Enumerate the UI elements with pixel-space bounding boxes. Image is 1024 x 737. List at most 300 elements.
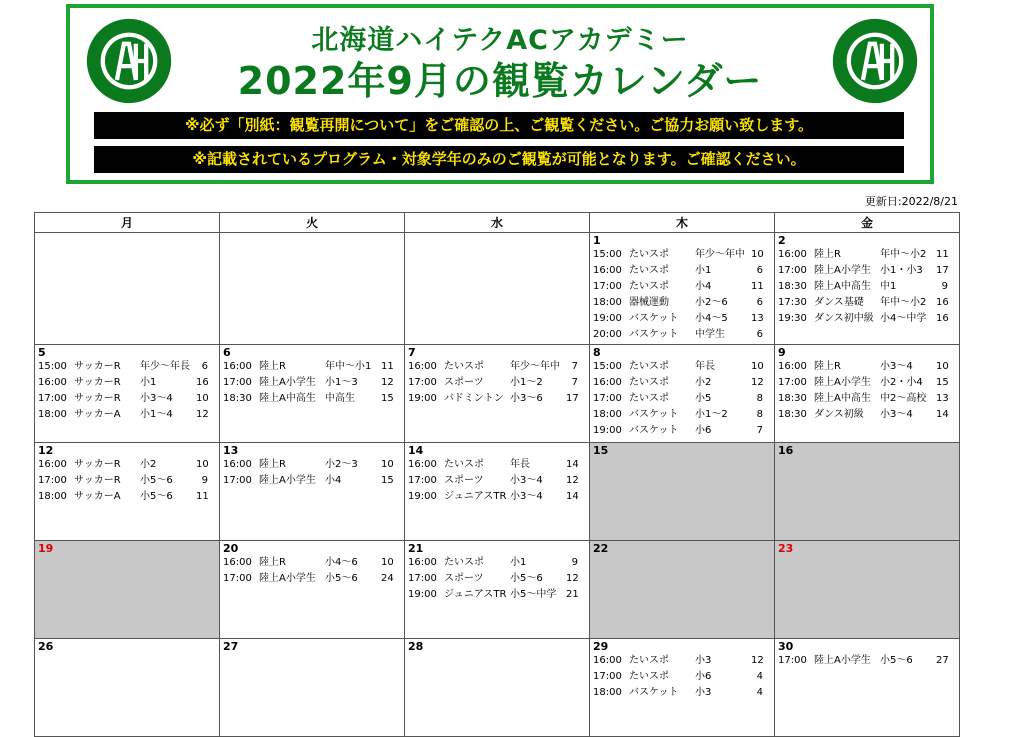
event-name: サッカーR xyxy=(74,393,121,404)
event-name: サッカーR xyxy=(74,459,121,470)
event-row xyxy=(593,295,771,311)
event-count: 12 xyxy=(381,377,394,388)
event-grade: 小5～6 xyxy=(140,475,173,486)
event-grade: 小5～6 xyxy=(325,573,358,584)
event-count: 14 xyxy=(566,491,579,502)
day-number: 21 xyxy=(408,542,424,555)
event-time: 17:00 xyxy=(593,393,622,404)
day-number: 19 xyxy=(38,542,54,555)
event-time: 17:00 xyxy=(223,377,252,388)
event-name: ジュニアスTR xyxy=(444,589,507,600)
day-cell xyxy=(220,443,405,541)
event-count: 11 xyxy=(196,491,209,502)
day-cell xyxy=(590,443,775,541)
day-number: 28 xyxy=(408,640,424,653)
event-name: ダンス初級 xyxy=(814,409,864,420)
event-count: 12 xyxy=(751,377,764,388)
event-time: 16:00 xyxy=(408,361,437,372)
event-name: たいスポ xyxy=(629,265,669,276)
event-name: たいスポ xyxy=(444,361,484,372)
day-cell xyxy=(775,541,960,639)
event-row xyxy=(593,407,771,423)
event-row xyxy=(778,391,956,407)
event-name: 陸上A中高生 xyxy=(814,281,871,292)
event-grade: 小4 xyxy=(695,281,712,292)
day-number: 26 xyxy=(38,640,54,653)
event-row xyxy=(593,685,771,701)
event-count: 10 xyxy=(381,557,394,568)
day-cell xyxy=(405,443,590,541)
event-count: 7 xyxy=(756,425,763,436)
day-cell xyxy=(405,233,590,345)
event-grade: 年少～年中 xyxy=(510,361,560,372)
event-row xyxy=(223,571,401,587)
event-count: 17 xyxy=(936,265,949,276)
event-grade: 小1 xyxy=(695,265,712,276)
event-grade: 小3～4 xyxy=(510,491,543,502)
event-grade: 小5～中学 xyxy=(510,589,557,600)
event-name: サッカーR xyxy=(74,377,121,388)
event-count: 11 xyxy=(381,361,394,372)
event-count: 6 xyxy=(201,361,208,372)
event-time: 17:00 xyxy=(223,475,252,486)
event-time: 17:00 xyxy=(223,573,252,584)
event-count: 12 xyxy=(566,475,579,486)
event-count: 10 xyxy=(936,361,949,372)
event-count: 15 xyxy=(381,475,394,486)
week-row xyxy=(35,233,960,345)
event-time: 17:00 xyxy=(778,655,807,666)
event-count: 7 xyxy=(571,377,578,388)
event-row xyxy=(408,587,586,603)
event-name: 陸上R xyxy=(814,361,841,372)
event-row xyxy=(778,295,956,311)
day-number: 5 xyxy=(38,346,46,359)
event-count: 21 xyxy=(566,589,579,600)
event-count: 11 xyxy=(751,281,764,292)
event-grade: 小4 xyxy=(325,475,342,486)
day-number: 1 xyxy=(593,234,601,247)
event-count: 17 xyxy=(566,393,579,404)
event-count: 11 xyxy=(936,249,949,260)
event-time: 15:00 xyxy=(593,249,622,260)
event-time: 17:00 xyxy=(778,265,807,276)
event-grade: 小1～4 xyxy=(140,409,173,420)
event-grade: 小2 xyxy=(140,459,157,470)
day-cell xyxy=(35,639,220,737)
event-name: 陸上A小学生 xyxy=(259,573,316,584)
event-grade: 小4～中学 xyxy=(880,313,927,324)
event-count: 16 xyxy=(936,313,949,324)
week-row xyxy=(35,541,960,639)
event-count: 6 xyxy=(756,265,763,276)
event-name: 陸上A中高生 xyxy=(259,393,316,404)
day-number: 8 xyxy=(593,346,601,359)
event-name: バドミントン xyxy=(444,393,504,404)
event-time: 16:00 xyxy=(778,249,807,260)
day-number: 20 xyxy=(223,542,239,555)
event-grade: 小3 xyxy=(695,655,712,666)
event-grade: 小1 xyxy=(140,377,157,388)
event-grade: 中2～高校 xyxy=(880,393,927,404)
event-count: 8 xyxy=(756,409,763,420)
event-grade: 小3～4 xyxy=(140,393,173,404)
day-cell xyxy=(590,345,775,443)
event-name: 陸上R xyxy=(259,361,286,372)
event-name: 陸上A小学生 xyxy=(259,377,316,388)
event-row xyxy=(38,473,216,489)
event-name: 陸上A小学生 xyxy=(814,655,871,666)
event-count: 13 xyxy=(936,393,949,404)
weekday-header: 火 xyxy=(220,213,405,233)
event-grade: 小5～6 xyxy=(510,573,543,584)
event-time: 19:00 xyxy=(408,491,437,502)
event-time: 16:00 xyxy=(38,377,67,388)
event-row xyxy=(593,669,771,685)
event-grade: 小3～4 xyxy=(880,409,913,420)
event-row xyxy=(223,391,401,407)
event-row xyxy=(593,279,771,295)
event-grade: 年中～小2 xyxy=(880,297,927,308)
event-name: サッカーA xyxy=(74,409,121,420)
event-time: 18:00 xyxy=(38,409,67,420)
week-row xyxy=(35,443,960,541)
day-cell xyxy=(775,639,960,737)
page-title: 北海道ハイテクACアカデミー xyxy=(311,25,689,56)
event-row xyxy=(778,359,956,375)
event-grade: 小1～2 xyxy=(695,409,728,420)
event-row xyxy=(408,457,586,473)
event-grade: 年中～小1 xyxy=(325,361,372,372)
event-time: 17:30 xyxy=(778,297,807,308)
event-name: 陸上R xyxy=(814,249,841,260)
day-cell xyxy=(590,233,775,345)
event-count: 6 xyxy=(756,297,763,308)
event-name: 陸上R xyxy=(259,459,286,470)
event-row xyxy=(223,457,401,473)
event-count: 4 xyxy=(756,687,763,698)
weekday-header-row xyxy=(35,213,960,233)
day-cell xyxy=(775,443,960,541)
event-grade: 小2 xyxy=(695,377,712,388)
event-name: ジュニアスTR xyxy=(444,491,507,502)
event-row xyxy=(778,263,956,279)
event-grade: 中学生 xyxy=(695,329,725,340)
event-count: 10 xyxy=(196,459,209,470)
event-time: 16:00 xyxy=(408,557,437,568)
calendar-table xyxy=(34,212,960,737)
event-row xyxy=(593,247,771,263)
event-name: たいスポ xyxy=(629,281,669,292)
event-count: 14 xyxy=(936,409,949,420)
event-name: ダンス初中級 xyxy=(814,313,874,324)
day-cell xyxy=(590,639,775,737)
day-number: 12 xyxy=(38,444,54,457)
event-time: 16:00 xyxy=(593,377,622,388)
event-grade: 小4～5 xyxy=(695,313,728,324)
event-grade: 小2～6 xyxy=(695,297,728,308)
event-row xyxy=(408,473,586,489)
day-cell xyxy=(775,345,960,443)
event-name: スポーツ xyxy=(444,573,484,584)
event-time: 16:00 xyxy=(593,265,622,276)
event-row xyxy=(408,359,586,375)
day-cell xyxy=(590,541,775,639)
event-grade: 年長 xyxy=(510,459,530,470)
event-time: 15:00 xyxy=(593,361,622,372)
event-name: 陸上A小学生 xyxy=(814,377,871,388)
event-row xyxy=(593,327,771,343)
event-time: 16:00 xyxy=(38,459,67,470)
event-name: バスケット xyxy=(629,313,679,324)
event-time: 19:00 xyxy=(408,393,437,404)
event-time: 17:00 xyxy=(778,377,807,388)
day-number: 23 xyxy=(778,542,794,555)
event-grade: 年中～小2 xyxy=(880,249,927,260)
event-grade: 年少～年長 xyxy=(140,361,190,372)
event-time: 17:00 xyxy=(408,377,437,388)
weekday-header: 月 xyxy=(35,213,220,233)
day-cell xyxy=(35,233,220,345)
day-cell xyxy=(220,639,405,737)
event-grade: 小3 xyxy=(695,687,712,698)
event-count: 4 xyxy=(756,671,763,682)
event-grade: 小2・小4 xyxy=(880,377,923,388)
page-subtitle: 2022年9月の観覧カレンダー xyxy=(237,59,763,103)
event-row xyxy=(408,391,586,407)
event-time: 16:00 xyxy=(778,361,807,372)
event-row xyxy=(408,555,586,571)
event-time: 17:00 xyxy=(593,281,622,292)
event-time: 18:00 xyxy=(593,297,622,308)
event-name: たいスポ xyxy=(629,377,669,388)
event-row xyxy=(778,375,956,391)
event-row xyxy=(593,375,771,391)
event-time: 18:30 xyxy=(223,393,252,404)
event-row xyxy=(593,653,771,669)
event-count: 12 xyxy=(751,655,764,666)
event-count: 27 xyxy=(936,655,949,666)
event-grade: 小4～6 xyxy=(325,557,358,568)
event-row xyxy=(778,247,956,263)
event-count: 15 xyxy=(381,393,394,404)
event-name: たいスポ xyxy=(444,557,484,568)
day-cell xyxy=(220,345,405,443)
week-row xyxy=(35,639,960,737)
event-name: スポーツ xyxy=(444,377,484,388)
event-time: 17:00 xyxy=(408,475,437,486)
day-cell xyxy=(220,233,405,345)
event-time: 17:00 xyxy=(38,393,67,404)
event-row xyxy=(38,391,216,407)
event-row xyxy=(593,423,771,439)
event-time: 18:00 xyxy=(38,491,67,502)
day-number: 6 xyxy=(223,346,231,359)
event-count: 12 xyxy=(566,573,579,584)
event-time: 17:00 xyxy=(408,573,437,584)
day-cell xyxy=(405,345,590,443)
event-grade: 小5～6 xyxy=(880,655,913,666)
event-grade: 小2～3 xyxy=(325,459,358,470)
event-row xyxy=(778,279,956,295)
event-row xyxy=(223,359,401,375)
event-name: たいスポ xyxy=(629,655,669,666)
event-time: 19:00 xyxy=(593,425,622,436)
event-count: 10 xyxy=(196,393,209,404)
event-time: 18:30 xyxy=(778,409,807,420)
event-name: たいスポ xyxy=(629,361,669,372)
event-name: スポーツ xyxy=(444,475,484,486)
event-count: 14 xyxy=(566,459,579,470)
event-grade: 小3～4 xyxy=(880,361,913,372)
event-name: バスケット xyxy=(629,687,679,698)
event-grade: 小1 xyxy=(510,557,527,568)
event-row xyxy=(408,489,586,505)
header-banner xyxy=(66,4,934,184)
event-time: 18:00 xyxy=(593,687,622,698)
event-name: たいスポ xyxy=(629,671,669,682)
event-time: 17:00 xyxy=(593,671,622,682)
event-row xyxy=(223,473,401,489)
event-name: バスケット xyxy=(629,409,679,420)
event-row xyxy=(38,407,216,423)
event-grade: 小1～3 xyxy=(325,377,358,388)
day-number: 14 xyxy=(408,444,424,457)
event-row xyxy=(593,311,771,327)
event-row xyxy=(593,263,771,279)
event-name: ダンス基礎 xyxy=(814,297,864,308)
day-number: 22 xyxy=(593,542,609,555)
event-time: 18:30 xyxy=(778,281,807,292)
notice-banner: ※必ず「別紙：観覧再開について」をご確認の上、ご観覧ください。ご協力お願い致します。 xyxy=(94,112,904,139)
event-name: バスケット xyxy=(629,425,679,436)
event-name: たいスポ xyxy=(444,459,484,470)
event-count: 9 xyxy=(571,557,578,568)
event-row xyxy=(778,653,956,669)
event-name: 陸上A中高生 xyxy=(814,393,871,404)
event-time: 19:00 xyxy=(593,313,622,324)
event-grade: 年長 xyxy=(695,361,715,372)
event-count: 10 xyxy=(751,361,764,372)
event-count: 7 xyxy=(571,361,578,372)
event-grade: 中1 xyxy=(880,281,897,292)
week-row xyxy=(35,345,960,443)
day-cell xyxy=(220,541,405,639)
event-time: 19:00 xyxy=(408,589,437,600)
event-time: 17:00 xyxy=(38,475,67,486)
event-row xyxy=(38,359,216,375)
event-time: 19:30 xyxy=(778,313,807,324)
weekday-header: 水 xyxy=(405,213,590,233)
event-time: 18:00 xyxy=(593,409,622,420)
day-cell xyxy=(35,345,220,443)
event-grade: 中高生 xyxy=(325,393,355,404)
day-number: 27 xyxy=(223,640,239,653)
updated-date: 更新日:2022/8/21 xyxy=(864,195,958,208)
weekday-header: 金 xyxy=(775,213,960,233)
event-time: 16:00 xyxy=(223,459,252,470)
event-row xyxy=(778,407,956,423)
event-name: 器械運動 xyxy=(629,297,669,308)
event-row xyxy=(223,375,401,391)
event-row xyxy=(38,457,216,473)
day-number: 16 xyxy=(778,444,794,457)
event-name: バスケット xyxy=(629,329,679,340)
event-name: サッカーR xyxy=(74,475,121,486)
event-row xyxy=(408,571,586,587)
event-name: たいスポ xyxy=(629,393,669,404)
day-number: 30 xyxy=(778,640,794,653)
event-time: 18:30 xyxy=(778,393,807,404)
event-time: 16:00 xyxy=(593,655,622,666)
event-row xyxy=(593,359,771,375)
event-time: 15:00 xyxy=(38,361,67,372)
day-cell xyxy=(35,443,220,541)
event-name: サッカーR xyxy=(74,361,121,372)
event-grade: 年少～年中 xyxy=(695,249,745,260)
day-number: 29 xyxy=(593,640,609,653)
event-count: 10 xyxy=(751,249,764,260)
event-count: 12 xyxy=(196,409,209,420)
notice-banner: ※記載されているプログラム・対象学年のみのご観覧が可能となります。ご確認ください。 xyxy=(94,146,904,173)
day-number: 9 xyxy=(778,346,786,359)
event-count: 6 xyxy=(756,329,763,340)
event-count: 13 xyxy=(751,313,764,324)
event-row xyxy=(408,375,586,391)
day-number: 7 xyxy=(408,346,416,359)
event-grade: 小1～2 xyxy=(510,377,543,388)
event-row xyxy=(778,311,956,327)
event-count: 9 xyxy=(941,281,948,292)
event-grade: 小5 xyxy=(695,393,712,404)
event-name: サッカーA xyxy=(74,491,121,502)
day-cell xyxy=(35,541,220,639)
event-count: 8 xyxy=(756,393,763,404)
event-time: 16:00 xyxy=(223,557,252,568)
event-count: 24 xyxy=(381,573,394,584)
day-cell xyxy=(405,639,590,737)
event-time: 20:00 xyxy=(593,329,622,340)
event-grade: 小6 xyxy=(695,671,712,682)
event-grade: 小3～4 xyxy=(510,475,543,486)
event-grade: 小6 xyxy=(695,425,712,436)
event-count: 16 xyxy=(196,377,209,388)
event-count: 16 xyxy=(936,297,949,308)
day-number: 15 xyxy=(593,444,609,457)
weekday-header: 木 xyxy=(590,213,775,233)
event-count: 15 xyxy=(936,377,949,388)
event-name: 陸上R xyxy=(259,557,286,568)
event-count: 10 xyxy=(381,459,394,470)
event-count: 9 xyxy=(201,475,208,486)
event-row xyxy=(38,489,216,505)
day-cell xyxy=(405,541,590,639)
event-grade: 小1・小3 xyxy=(880,265,923,276)
event-name: 陸上A小学生 xyxy=(259,475,316,486)
event-row xyxy=(38,375,216,391)
event-name: たいスポ xyxy=(629,249,669,260)
day-number: 2 xyxy=(778,234,786,247)
event-row xyxy=(593,391,771,407)
event-grade: 小3～6 xyxy=(510,393,543,404)
event-name: 陸上A小学生 xyxy=(814,265,871,276)
day-cell xyxy=(775,233,960,345)
event-time: 16:00 xyxy=(408,459,437,470)
day-number: 13 xyxy=(223,444,239,457)
event-time: 16:00 xyxy=(223,361,252,372)
event-grade: 小5～6 xyxy=(140,491,173,502)
event-row xyxy=(223,555,401,571)
